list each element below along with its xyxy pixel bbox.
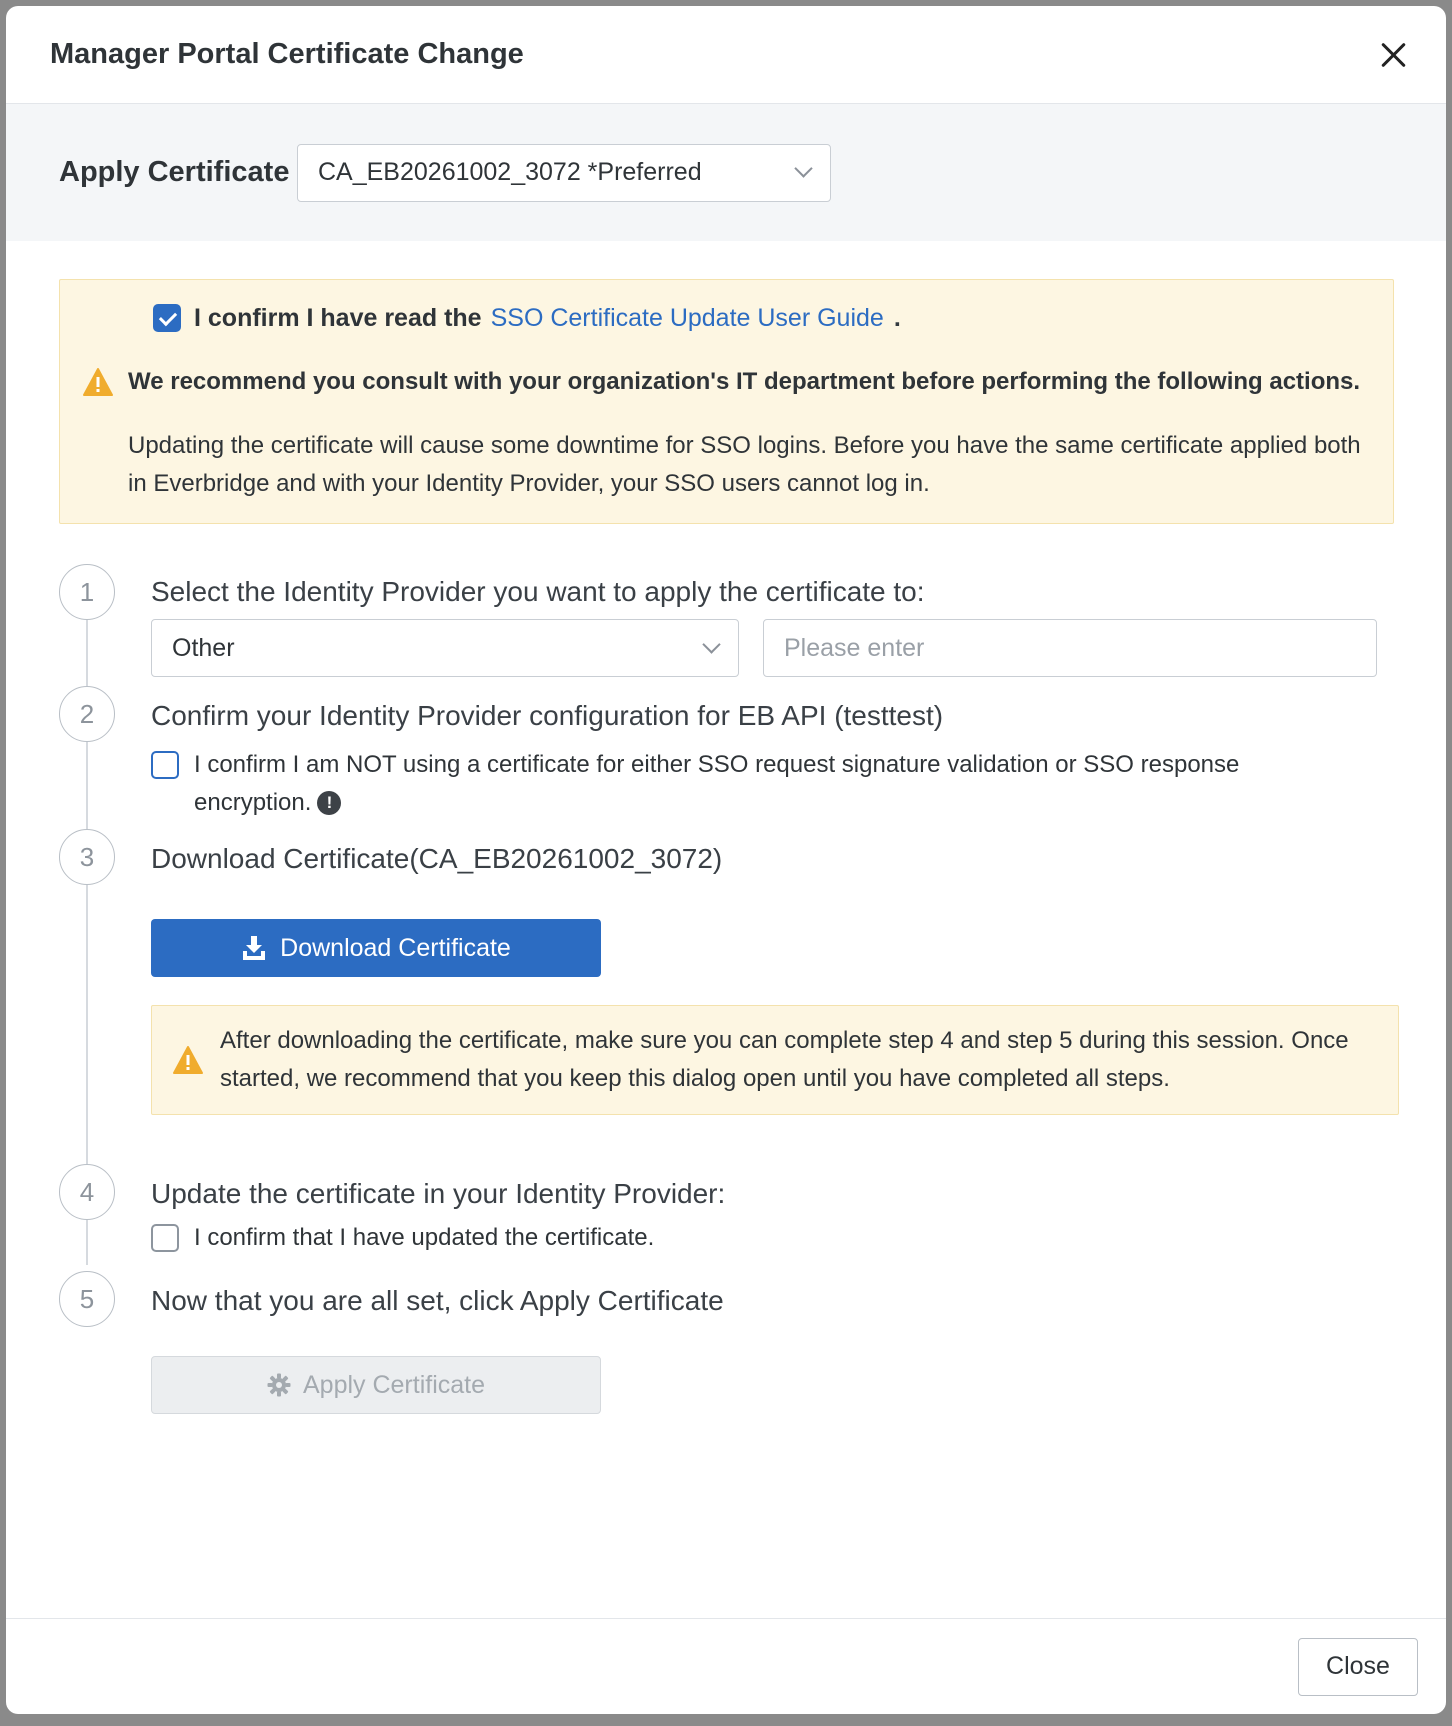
certificate-select[interactable] bbox=[297, 144, 831, 202]
step-3-number: 3 bbox=[59, 829, 115, 885]
close-icon[interactable] bbox=[1376, 37, 1412, 73]
step-4-confirm bbox=[151, 1219, 654, 1257]
dialog-footer bbox=[6, 1618, 1446, 1714]
apply-certificate-button-label: Apply Certificate bbox=[302, 1370, 486, 1399]
step-5-number: 5 bbox=[59, 1271, 115, 1327]
sso-warning-box bbox=[59, 279, 1394, 524]
guide-confirm-period: . bbox=[893, 303, 901, 332]
step-4-checkbox[interactable] bbox=[151, 1224, 179, 1252]
step-4-title: Update the certificate in your Identity Provider: bbox=[151, 1178, 726, 1209]
certificate-change-dialog bbox=[6, 6, 1446, 1714]
step-4-checkbox-label: I confirm that I have updated the certificate. bbox=[194, 1224, 655, 1251]
step-connector bbox=[86, 620, 88, 686]
dialog-title: Manager Portal Certificate Change bbox=[50, 38, 524, 70]
step-2-confirm bbox=[151, 746, 1301, 822]
step-2-checkbox-text: I confirm I am NOT using a certificate for either SSO request signature validation or SSO response encryption. bbox=[194, 751, 1240, 816]
downtime-text: Updating the certificate will cause some downtime for SSO logins. Before you have the same certificate applied both in Everbridge and with your Identity Provider, your SSO users cannot log in. bbox=[128, 432, 1361, 497]
recommend-row bbox=[82, 367, 1371, 397]
download-icon bbox=[241, 935, 267, 961]
gear-icon bbox=[267, 1373, 291, 1397]
step-3-title: Download Certificate(CA_EB20261002_3072) bbox=[151, 843, 723, 874]
chevron-down-icon bbox=[702, 635, 720, 653]
chevron-down-icon bbox=[794, 159, 812, 177]
warning-icon bbox=[172, 1045, 204, 1075]
dialog-header bbox=[6, 6, 1446, 104]
step-connector bbox=[86, 885, 88, 1164]
guide-confirm-row bbox=[82, 300, 1371, 336]
step-2-title: Confirm your Identity Provider configuration for EB API (testtest) bbox=[151, 700, 944, 731]
step-2-checkbox[interactable] bbox=[151, 751, 179, 779]
step-2-number: 2 bbox=[59, 686, 115, 742]
certificate-select-value: CA_EB20261002_3072 *Preferred bbox=[318, 158, 702, 186]
identity-provider-value: Other bbox=[172, 633, 235, 662]
step-2-checkbox-label bbox=[194, 746, 1301, 822]
guide-confirm-checkbox[interactable] bbox=[153, 304, 181, 332]
guide-confirm-text: I confirm I have read the bbox=[194, 303, 482, 332]
download-certificate-label: Download Certificate bbox=[280, 933, 511, 962]
sso-guide-link[interactable]: SSO Certificate Update User Guide bbox=[490, 303, 884, 332]
step-connector bbox=[86, 742, 88, 829]
step-5-title: Now that you are all set, click Apply Certificate bbox=[151, 1285, 724, 1316]
download-certificate-button[interactable] bbox=[151, 919, 601, 977]
identity-provider-name-input[interactable] bbox=[763, 619, 1377, 677]
apply-certificate-button[interactable] bbox=[151, 1356, 601, 1414]
recommend-text: We recommend you consult with your organization's IT department before performing the following actions. bbox=[128, 368, 1361, 395]
step-1-number: 1 bbox=[59, 564, 115, 620]
download-warning-box bbox=[151, 1005, 1399, 1115]
apply-certificate-bar bbox=[6, 104, 1446, 241]
steps bbox=[59, 564, 1394, 1464]
warning-icon bbox=[82, 367, 114, 397]
close-button[interactable]: Close bbox=[1298, 1638, 1418, 1696]
step-1-title: Select the Identity Provider you want to apply the certificate to: bbox=[151, 576, 925, 607]
info-icon[interactable]: ! bbox=[317, 791, 341, 815]
dialog-body bbox=[6, 241, 1446, 1464]
download-warning-text: After downloading the certificate, make sure you can complete step 4 and step 5 during this session. Once started, we recommend that you keep this dialog open until you have completed all steps. bbox=[220, 1027, 1349, 1092]
apply-certificate-label: Apply Certificate bbox=[59, 156, 290, 188]
step-connector bbox=[86, 1220, 88, 1265]
step-4-number: 4 bbox=[59, 1164, 115, 1220]
identity-provider-select[interactable] bbox=[151, 619, 739, 677]
